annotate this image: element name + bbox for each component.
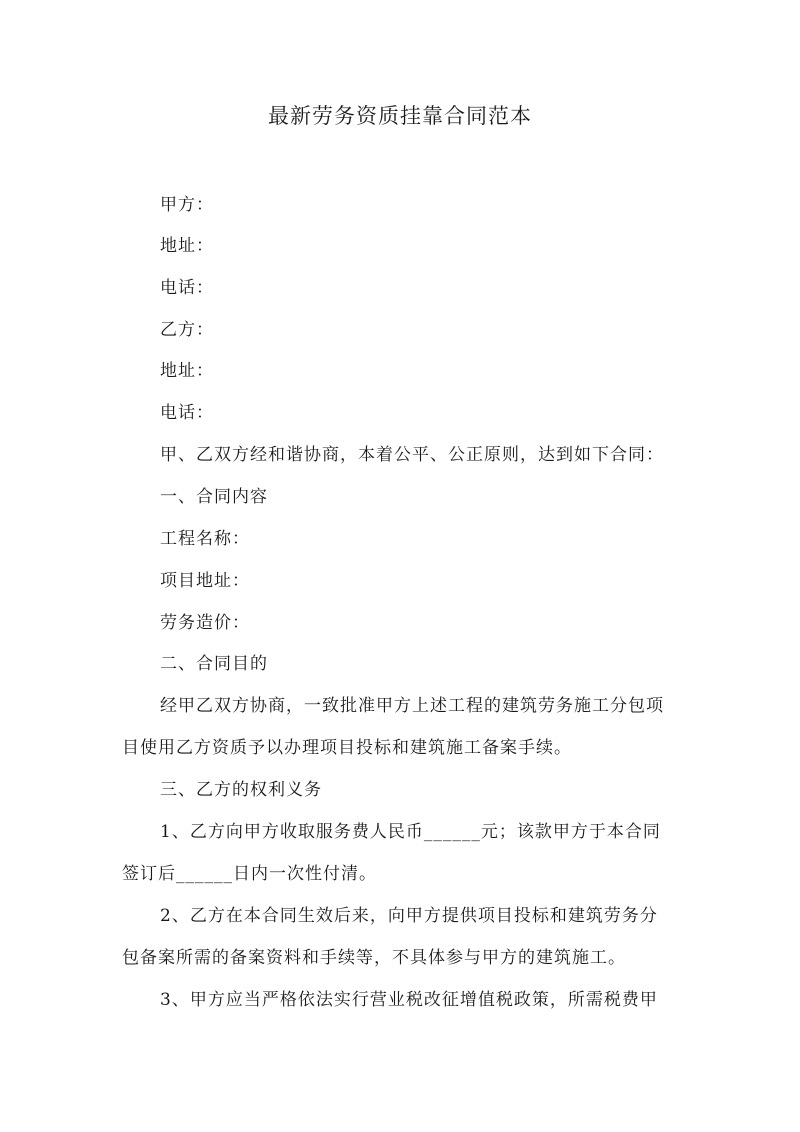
- clause2-line2: 包备案所需的备案资料和手续等，不具体参与甲方的建筑施工。: [122, 948, 626, 968]
- intro-paragraph: 甲、乙双方经和谐协商，本着公平、公正原则，达到如下合同：: [160, 445, 664, 465]
- project-name-field: 工程名称：: [160, 529, 250, 549]
- section2-paragraph-line1: 经甲乙双方协商，一致批准甲方上述工程的建筑劳务施工分包项: [160, 696, 664, 716]
- party-a-address: 地址：: [160, 236, 214, 256]
- section2-heading: 二、合同目的: [160, 654, 268, 674]
- party-a-phone: 电话：: [160, 278, 214, 298]
- labor-cost-field: 劳务造价：: [160, 613, 250, 633]
- clause2-line1: 2、乙方在本合同生效后来，向甲方提供项目投标和建筑劳务分: [160, 906, 658, 926]
- section3-heading: 三、乙方的权利义务: [160, 780, 322, 800]
- party-a-label: 甲方：: [160, 195, 214, 215]
- party-b-phone: 电话：: [160, 403, 214, 423]
- clause1-line1: 1、乙方向甲方收取服务费人民币______元；该款甲方于本合同: [160, 822, 661, 842]
- party-b-label: 乙方：: [160, 320, 214, 340]
- clause3-line1: 3、甲方应当严格依法实行营业税改征增值税政策，所需税费甲: [160, 990, 658, 1010]
- clause1-line2: 签订后______日内一次性付清。: [122, 864, 377, 884]
- party-b-address: 地址：: [160, 361, 214, 381]
- section1-heading: 一、合同内容: [160, 487, 268, 507]
- project-address-field: 项目地址：: [160, 571, 250, 591]
- document-title: 最新劳务资质挂靠合同范本: [268, 104, 532, 128]
- section2-paragraph-line2: 目使用乙方资质予以办理项目投标和建筑施工备案手续。: [122, 738, 572, 758]
